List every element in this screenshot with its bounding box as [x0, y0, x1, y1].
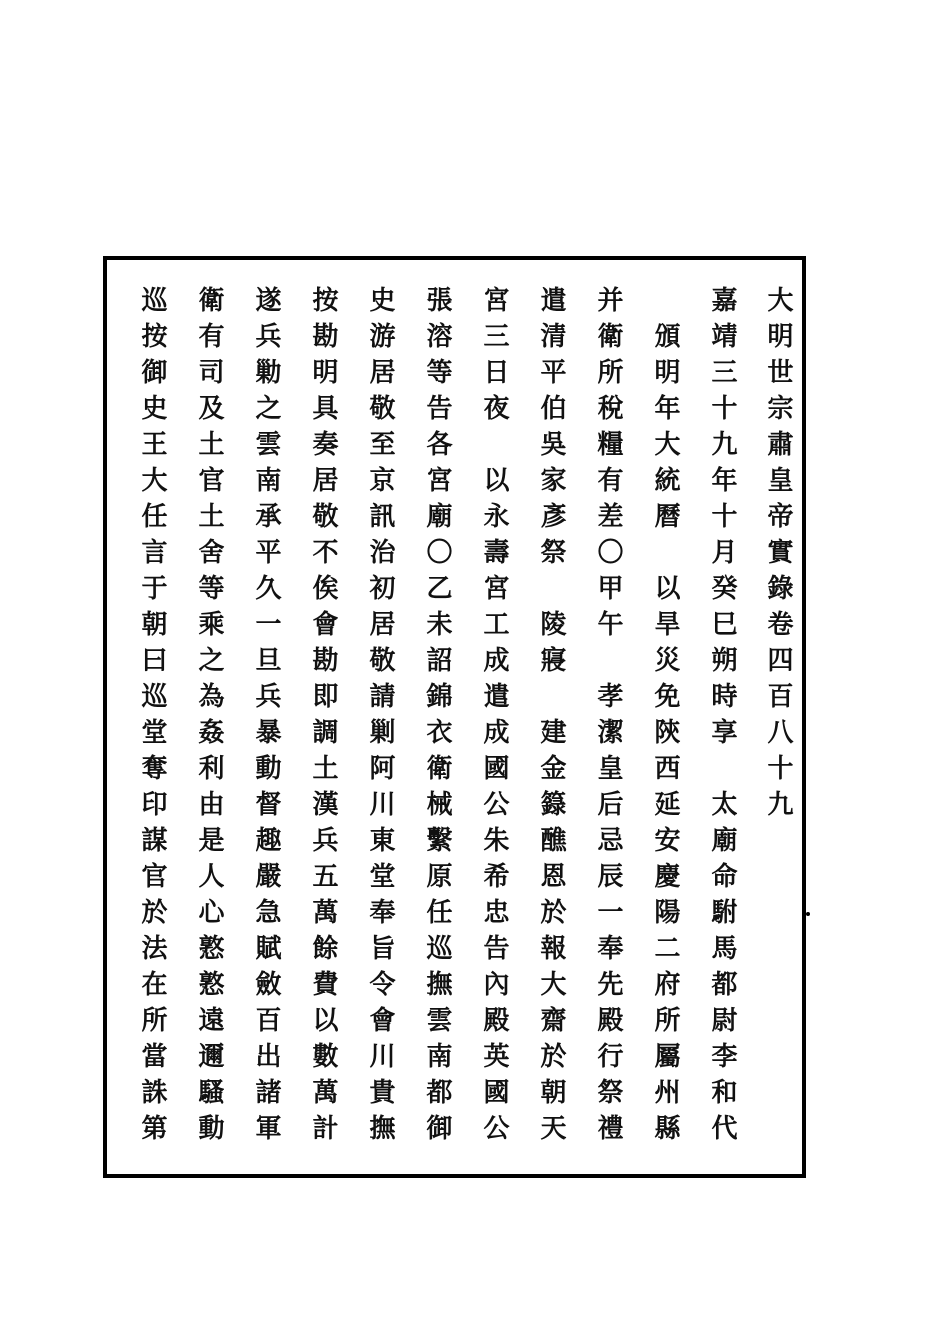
- ink-speck: [806, 912, 810, 916]
- text-column-5: 遣清平伯吳家彥祭 陵寢 建金籙醮恩於報大齋於朝天: [536, 286, 566, 1150]
- text-column-3: 頒明年大統曆 以旱災免陝西延安慶陽二府所屬州縣: [650, 286, 680, 1150]
- text-column-7: 張溶等告各宮廟〇乙未詔錦衣衛械繫原任巡撫雲南都御: [422, 286, 452, 1150]
- text-block: [110, 266, 800, 1168]
- text-column-11: 衛有司及土官土舍等乘之為姦利由是人心憝憝遠邇騷動: [194, 286, 224, 1150]
- text-column-12: 巡按御史王大任言于朝曰巡堂奪印謀官於法在所當誅第: [137, 286, 167, 1150]
- text-column-8: 史游居敬至京訊治初居敬請剿阿川東堂奉旨令會川貴撫: [365, 286, 395, 1150]
- text-column-1: 大明世宗肅皇帝實錄卷四百八十九: [763, 286, 793, 826]
- text-column-6: 宮三日夜 以永壽宮工成遣成國公朱希忠告內殿英國公: [479, 286, 509, 1150]
- text-column-9: 按勘明具奏居敬不俟會勘即調土漢兵五萬餘費以數萬計: [308, 286, 338, 1150]
- text-column-4: 并衛所稅糧有差〇甲午 孝潔皇后忌辰一奉先殿行祭禮: [593, 286, 623, 1150]
- text-column-10: 遂兵勦之雲南承平久一旦兵暴動督趣嚴急賦斂百出諸軍: [251, 286, 281, 1150]
- text-column-2: 嘉靖三十九年十月癸巳朔時享 太廟命駙馬都尉李和代: [707, 286, 737, 1150]
